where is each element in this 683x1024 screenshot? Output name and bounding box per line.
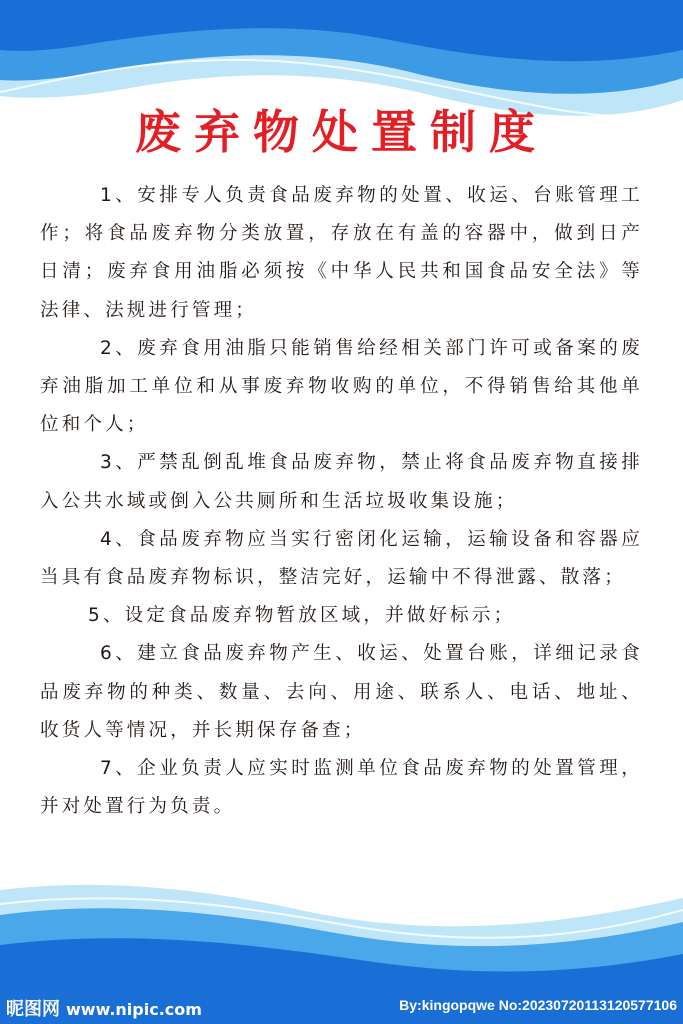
watermark-brand-name: 昵图网 bbox=[6, 999, 60, 1020]
regulation-item-6: 6、建立食品废弃物产生、收运、处置台账，详细记录食品废弃物的种类、数量、去向、用途、联系人、电话、地址、收货人等情况，并长期保存备查； bbox=[40, 643, 643, 741]
regulation-item-5: 5、设定食品废弃物暂放区域，并做好标示； bbox=[88, 605, 516, 627]
page-title: 废弃物处置制度 bbox=[135, 105, 548, 159]
watermark-url: www.nipic.com bbox=[66, 1000, 202, 1019]
regulation-item-2: 2、废弃食用油脂只能销售给经相关部门许可或备案的废弃油脂加工单位和从事废弃物收购的单位，不得销售给其他单位和个人； bbox=[40, 337, 643, 436]
watermark-bar bbox=[0, 993, 683, 1024]
regulation-item-4: 4、食品废弃物应当实行密闭化运输，运输设备和容器应当具有食品废弃物标识，整洁完好，运输中不得泄露、散落； bbox=[40, 528, 643, 589]
regulation-item-1: 1、安排专人负责食品废弃物的处置、收运、台账管理工作；将食品废弃物分类放置，存放在有盖的容器中，做到日产日清；废弃食用油脂必须按《中华人民共和国食品安全法》等法律、法规进行管理； bbox=[40, 185, 643, 321]
watermark-brand bbox=[6, 995, 202, 1021]
regulation-item-7: 7、企业负责人应实时监测单位食品废弃物的处置管理，并对处置行为负责。 bbox=[40, 758, 643, 818]
regulation-body bbox=[40, 177, 643, 826]
watermark-byline: By:kingopqwe No:20230720113120577106 bbox=[399, 997, 677, 1013]
regulation-item-3: 3、严禁乱倒乱堆食品废弃物，禁止将食品废弃物直接排入公共水域或倒入公共厕所和生活垃圾收集设施； bbox=[40, 452, 643, 512]
